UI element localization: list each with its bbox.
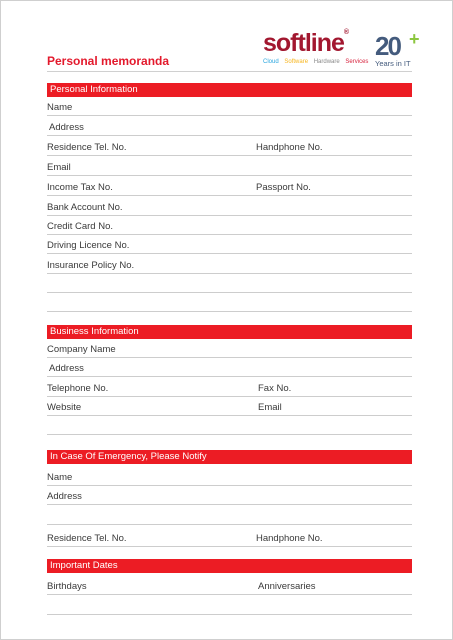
field-emergency-address[interactable]	[47, 487, 412, 505]
field-name-label: Name	[47, 102, 73, 113]
field-company-name-label: Company Name	[47, 344, 116, 355]
field-emergency-address-label: Address	[47, 491, 82, 502]
field-bank-account-label: Bank Account No.	[47, 202, 123, 213]
brand-text: softline	[263, 29, 344, 57]
field-business-address[interactable]	[47, 359, 412, 377]
field-emergency-residence-tel-label: Residence Tel. No.	[47, 533, 127, 544]
header-divider	[47, 71, 412, 72]
field-handphone-label: Handphone No.	[256, 142, 323, 153]
field-insurance-policy[interactable]	[47, 256, 412, 274]
anniversary-badge-number: 20	[375, 31, 400, 61]
field-email[interactable]	[47, 158, 412, 176]
tagline-hardware: Hardware	[313, 59, 340, 65]
field-driving-licence[interactable]	[47, 236, 412, 254]
field-emergency-name-label: Name	[47, 472, 73, 483]
field-insurance-policy-label: Insurance Policy No.	[47, 260, 135, 271]
field-website[interactable]	[47, 398, 412, 416]
section-important-dates: Important Dates	[47, 559, 412, 573]
field-email-label: Email	[47, 162, 71, 173]
softline-logo	[263, 29, 423, 69]
section-business-information: Business Information	[47, 325, 412, 339]
field-residence-tel[interactable]	[47, 138, 412, 156]
field-telephone[interactable]	[47, 379, 412, 397]
field-business-address-label: Address	[49, 363, 84, 374]
anniversary-badge-text: Years in IT	[375, 59, 411, 68]
field-driving-licence-label: Driving Licence No.	[47, 240, 130, 251]
brand-tagline	[263, 59, 372, 65]
field-blank-line[interactable]	[47, 417, 412, 435]
field-birthdays[interactable]	[47, 577, 412, 595]
brand-registered-mark: ®	[343, 29, 349, 36]
tagline-cloud: Cloud	[263, 59, 279, 65]
field-anniversaries-label: Anniversaries	[258, 581, 316, 592]
field-address[interactable]	[47, 118, 412, 136]
tagline-services: Services	[345, 59, 369, 65]
field-income-tax-label: Income Tax No.	[47, 182, 113, 193]
field-blank-line[interactable]	[47, 597, 412, 615]
field-credit-card-label: Credit Card No.	[47, 221, 113, 232]
field-telephone-label: Telephone No.	[47, 383, 109, 394]
field-business-email-label: Email	[258, 402, 282, 413]
field-passport-label: Passport No.	[256, 182, 311, 193]
field-blank-line[interactable]	[47, 294, 412, 312]
field-bank-account[interactable]	[47, 198, 412, 216]
field-company-name[interactable]	[47, 340, 412, 358]
field-income-tax[interactable]	[47, 178, 412, 196]
field-residence-tel-label: Residence Tel. No.	[47, 142, 127, 153]
field-emergency-handphone-label: Handphone No.	[256, 533, 323, 544]
field-emergency-name[interactable]	[47, 468, 412, 486]
anniversary-badge-plus: +	[409, 29, 420, 49]
section-personal-information: Personal Information	[47, 83, 412, 97]
tagline-software: Software	[284, 59, 309, 65]
field-address-label: Address	[49, 122, 84, 133]
section-emergency-contact: In Case Of Emergency, Please Notify	[47, 450, 412, 464]
field-website-label: Website	[47, 402, 82, 413]
field-blank-line[interactable]	[47, 275, 412, 293]
field-blank-line[interactable]	[47, 507, 412, 525]
field-emergency-residence-tel[interactable]	[47, 529, 412, 547]
brand-wordmark	[263, 29, 348, 58]
field-fax-label: Fax No.	[258, 383, 292, 394]
field-birthdays-label: Birthdays	[47, 581, 87, 592]
page-title: Personal memoranda	[47, 54, 170, 68]
field-credit-card[interactable]	[47, 217, 412, 235]
field-name[interactable]	[47, 98, 412, 116]
